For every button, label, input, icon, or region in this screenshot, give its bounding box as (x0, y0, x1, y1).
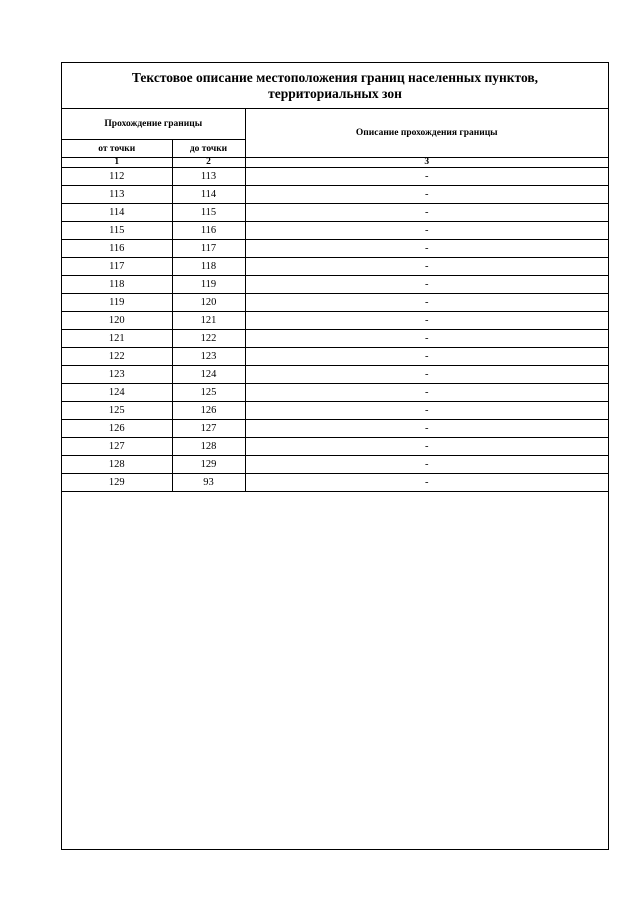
table-row (62, 456, 608, 474)
document-title (62, 63, 608, 109)
cell-description: - (245, 258, 608, 276)
table-row (62, 330, 608, 348)
cell-to: 127 (172, 420, 245, 438)
cell-from: 112 (62, 168, 172, 186)
cell-description: - (245, 276, 608, 294)
document-frame (61, 62, 609, 850)
cell-description: - (245, 330, 608, 348)
cell-from: 120 (62, 312, 172, 330)
cell-from: 125 (62, 402, 172, 420)
cell-to: 93 (172, 474, 245, 492)
cell-description: - (245, 168, 608, 186)
cell-to: 121 (172, 312, 245, 330)
cell-to: 113 (172, 168, 245, 186)
cell-to: 126 (172, 402, 245, 420)
header-from: от точки (62, 140, 172, 158)
cell-to: 129 (172, 456, 245, 474)
table-row (62, 348, 608, 366)
cell-to: 120 (172, 294, 245, 312)
column-number-1: 1 (62, 158, 172, 168)
cell-description: - (245, 294, 608, 312)
cell-from: 127 (62, 438, 172, 456)
cell-to: 123 (172, 348, 245, 366)
cell-from: 114 (62, 204, 172, 222)
cell-to: 128 (172, 438, 245, 456)
cell-from: 124 (62, 384, 172, 402)
table-body (62, 168, 608, 492)
cell-description: - (245, 402, 608, 420)
table-row (62, 276, 608, 294)
cell-from: 116 (62, 240, 172, 258)
cell-to: 124 (172, 366, 245, 384)
cell-description: - (245, 186, 608, 204)
cell-description: - (245, 312, 608, 330)
table-row (62, 384, 608, 402)
cell-description: - (245, 438, 608, 456)
column-number-3: 3 (245, 158, 608, 168)
cell-to: 115 (172, 204, 245, 222)
cell-from: 113 (62, 186, 172, 204)
table-row (62, 204, 608, 222)
header-group: Прохождение границы (62, 109, 245, 140)
cell-to: 125 (172, 384, 245, 402)
table-row (62, 294, 608, 312)
cell-description: - (245, 222, 608, 240)
cell-to: 122 (172, 330, 245, 348)
cell-description: - (245, 384, 608, 402)
cell-description: - (245, 204, 608, 222)
boundary-table (62, 109, 608, 492)
header-to: до точки (172, 140, 245, 158)
title-line-2: территориальных зон (268, 85, 402, 101)
cell-description: - (245, 420, 608, 438)
cell-from: 126 (62, 420, 172, 438)
table-row (62, 474, 608, 492)
cell-from: 128 (62, 456, 172, 474)
cell-to: 116 (172, 222, 245, 240)
cell-description: - (245, 240, 608, 258)
cell-from: 129 (62, 474, 172, 492)
cell-to: 119 (172, 276, 245, 294)
cell-description: - (245, 366, 608, 384)
column-number-2: 2 (172, 158, 245, 168)
cell-to: 118 (172, 258, 245, 276)
table-row (62, 402, 608, 420)
cell-from: 117 (62, 258, 172, 276)
cell-to: 114 (172, 186, 245, 204)
table-row (62, 366, 608, 384)
title-line-1: Текстовое описание местоположения границ населенных пунктов, (131, 69, 539, 85)
cell-from: 123 (62, 366, 172, 384)
cell-from: 122 (62, 348, 172, 366)
cell-description: - (245, 348, 608, 366)
table-row (62, 186, 608, 204)
table-row (62, 240, 608, 258)
cell-description: - (245, 474, 608, 492)
cell-from: 121 (62, 330, 172, 348)
cell-from: 115 (62, 222, 172, 240)
table-row (62, 420, 608, 438)
table-row (62, 168, 608, 186)
table-row (62, 258, 608, 276)
header-description: Описание прохождения границы (245, 109, 608, 158)
table-row (62, 312, 608, 330)
cell-to: 117 (172, 240, 245, 258)
cell-from: 119 (62, 294, 172, 312)
cell-from: 118 (62, 276, 172, 294)
table-row (62, 438, 608, 456)
table-row (62, 222, 608, 240)
cell-description: - (245, 456, 608, 474)
